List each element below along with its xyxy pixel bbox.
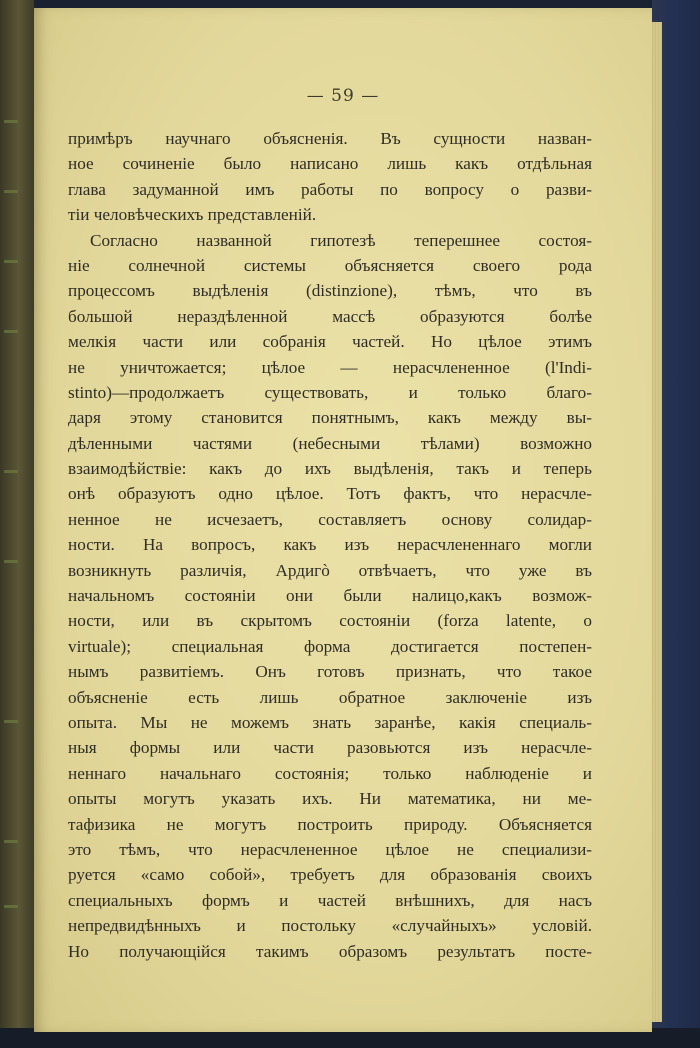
text-line: не уничтожается; цѣлое — нерасчлененное (l'Indi- xyxy=(68,357,592,377)
text-line: ности. На вопросъ, какъ изъ нерасчлененнаго могли xyxy=(68,535,592,555)
text-line: ніе солнечной системы объясняется своего рода xyxy=(68,255,592,275)
text-line: мелкія части или собранія частей. Но цѣлое этимъ xyxy=(68,332,592,352)
page-number: — 59 — xyxy=(306,86,380,106)
text-line: руется «само собой», требуетъ для образованія своихъ xyxy=(68,865,592,885)
text-line: специальныхъ формъ и частей внѣшнихъ, для насъ xyxy=(68,890,592,910)
previous-page-edge xyxy=(0,0,34,1048)
text-line: глава задуманной имъ работы по вопросу о разви- xyxy=(68,179,592,199)
text-line: опыта. Мы не можемъ знать заранѣе, какія специаль- xyxy=(68,712,592,732)
text-line: большой нераздѣленной массѣ образуются болѣе xyxy=(68,306,592,326)
text-line: это тѣмъ, что нерасчлененное цѣлое не специализи- xyxy=(68,839,592,859)
text-line: virtuale); специальная форма достигается постепен- xyxy=(68,636,592,656)
text-line: опыты могутъ указать ихъ. Ни математика, ни ме- xyxy=(68,789,592,809)
bleed-mark xyxy=(4,330,18,333)
text-line: Согласно названной гипотезѣ теперешнее состоя- xyxy=(90,230,592,250)
bleed-mark xyxy=(4,905,18,908)
text-line: ныя формы или части разовьются изъ нерасчле- xyxy=(68,738,592,758)
text-line: непредвидѣнныхъ и постольку «случайныхъ» условій. xyxy=(68,916,592,936)
text-line: процессомъ выдѣленія (distinzione), тѣмъ, что въ xyxy=(68,281,592,301)
text-line: онѣ образуютъ одно цѣлое. Тотъ фактъ, что нерасчле- xyxy=(68,484,592,504)
text-line: ное сочиненіе было написано лишь какъ отдѣльная xyxy=(68,154,592,174)
bleed-mark xyxy=(4,190,18,193)
bleed-mark xyxy=(4,560,18,563)
text-line: дѣленными частями (небесными тѣлами) возможно xyxy=(68,433,592,453)
bleed-mark xyxy=(4,260,18,263)
text-line: возникнуть различія, Ардигò отвѣчаетъ, что уже въ xyxy=(68,560,592,580)
text-line: примѣръ научнаго объясненія. Въ сущности назван- xyxy=(68,129,592,148)
book-page xyxy=(34,8,652,1032)
text-line: даря этому становится понятнымъ, какъ между вы- xyxy=(68,408,592,428)
text-line: взаимодѣйствіе: какъ до ихъ выдѣленія, такъ и теперь xyxy=(68,459,592,479)
body-text xyxy=(68,126,592,964)
text-line: Но получающійся такимъ образомъ результатъ посте- xyxy=(68,941,592,961)
text-line: тафизика не могутъ построить природу. Объясняется xyxy=(68,814,592,834)
bleed-mark xyxy=(4,840,18,843)
text-line: тіи человѣческихъ представленій. xyxy=(68,205,317,225)
bleed-mark xyxy=(4,720,18,723)
text-line: ненное не исчезаетъ, составляетъ основу солидар- xyxy=(68,509,592,529)
text-line: нымъ развитіемъ. Онъ готовъ признать, что такое xyxy=(68,662,592,682)
text-line: неннаго начальнаго состоянія; только наблюденіе и xyxy=(68,763,592,783)
text-line: объясненіе есть лишь обратное заключеніе изъ xyxy=(68,687,592,707)
text-line: начальномъ состояніи они были налицо,какъ возмож- xyxy=(68,586,592,606)
text-line: ности, или въ скрытомъ состояніи (forza latente, o xyxy=(68,611,592,631)
text-line: stinto)—продолжаетъ существовать, и только благо- xyxy=(68,382,592,402)
bleed-mark xyxy=(4,120,18,123)
bleed-mark xyxy=(4,470,18,473)
